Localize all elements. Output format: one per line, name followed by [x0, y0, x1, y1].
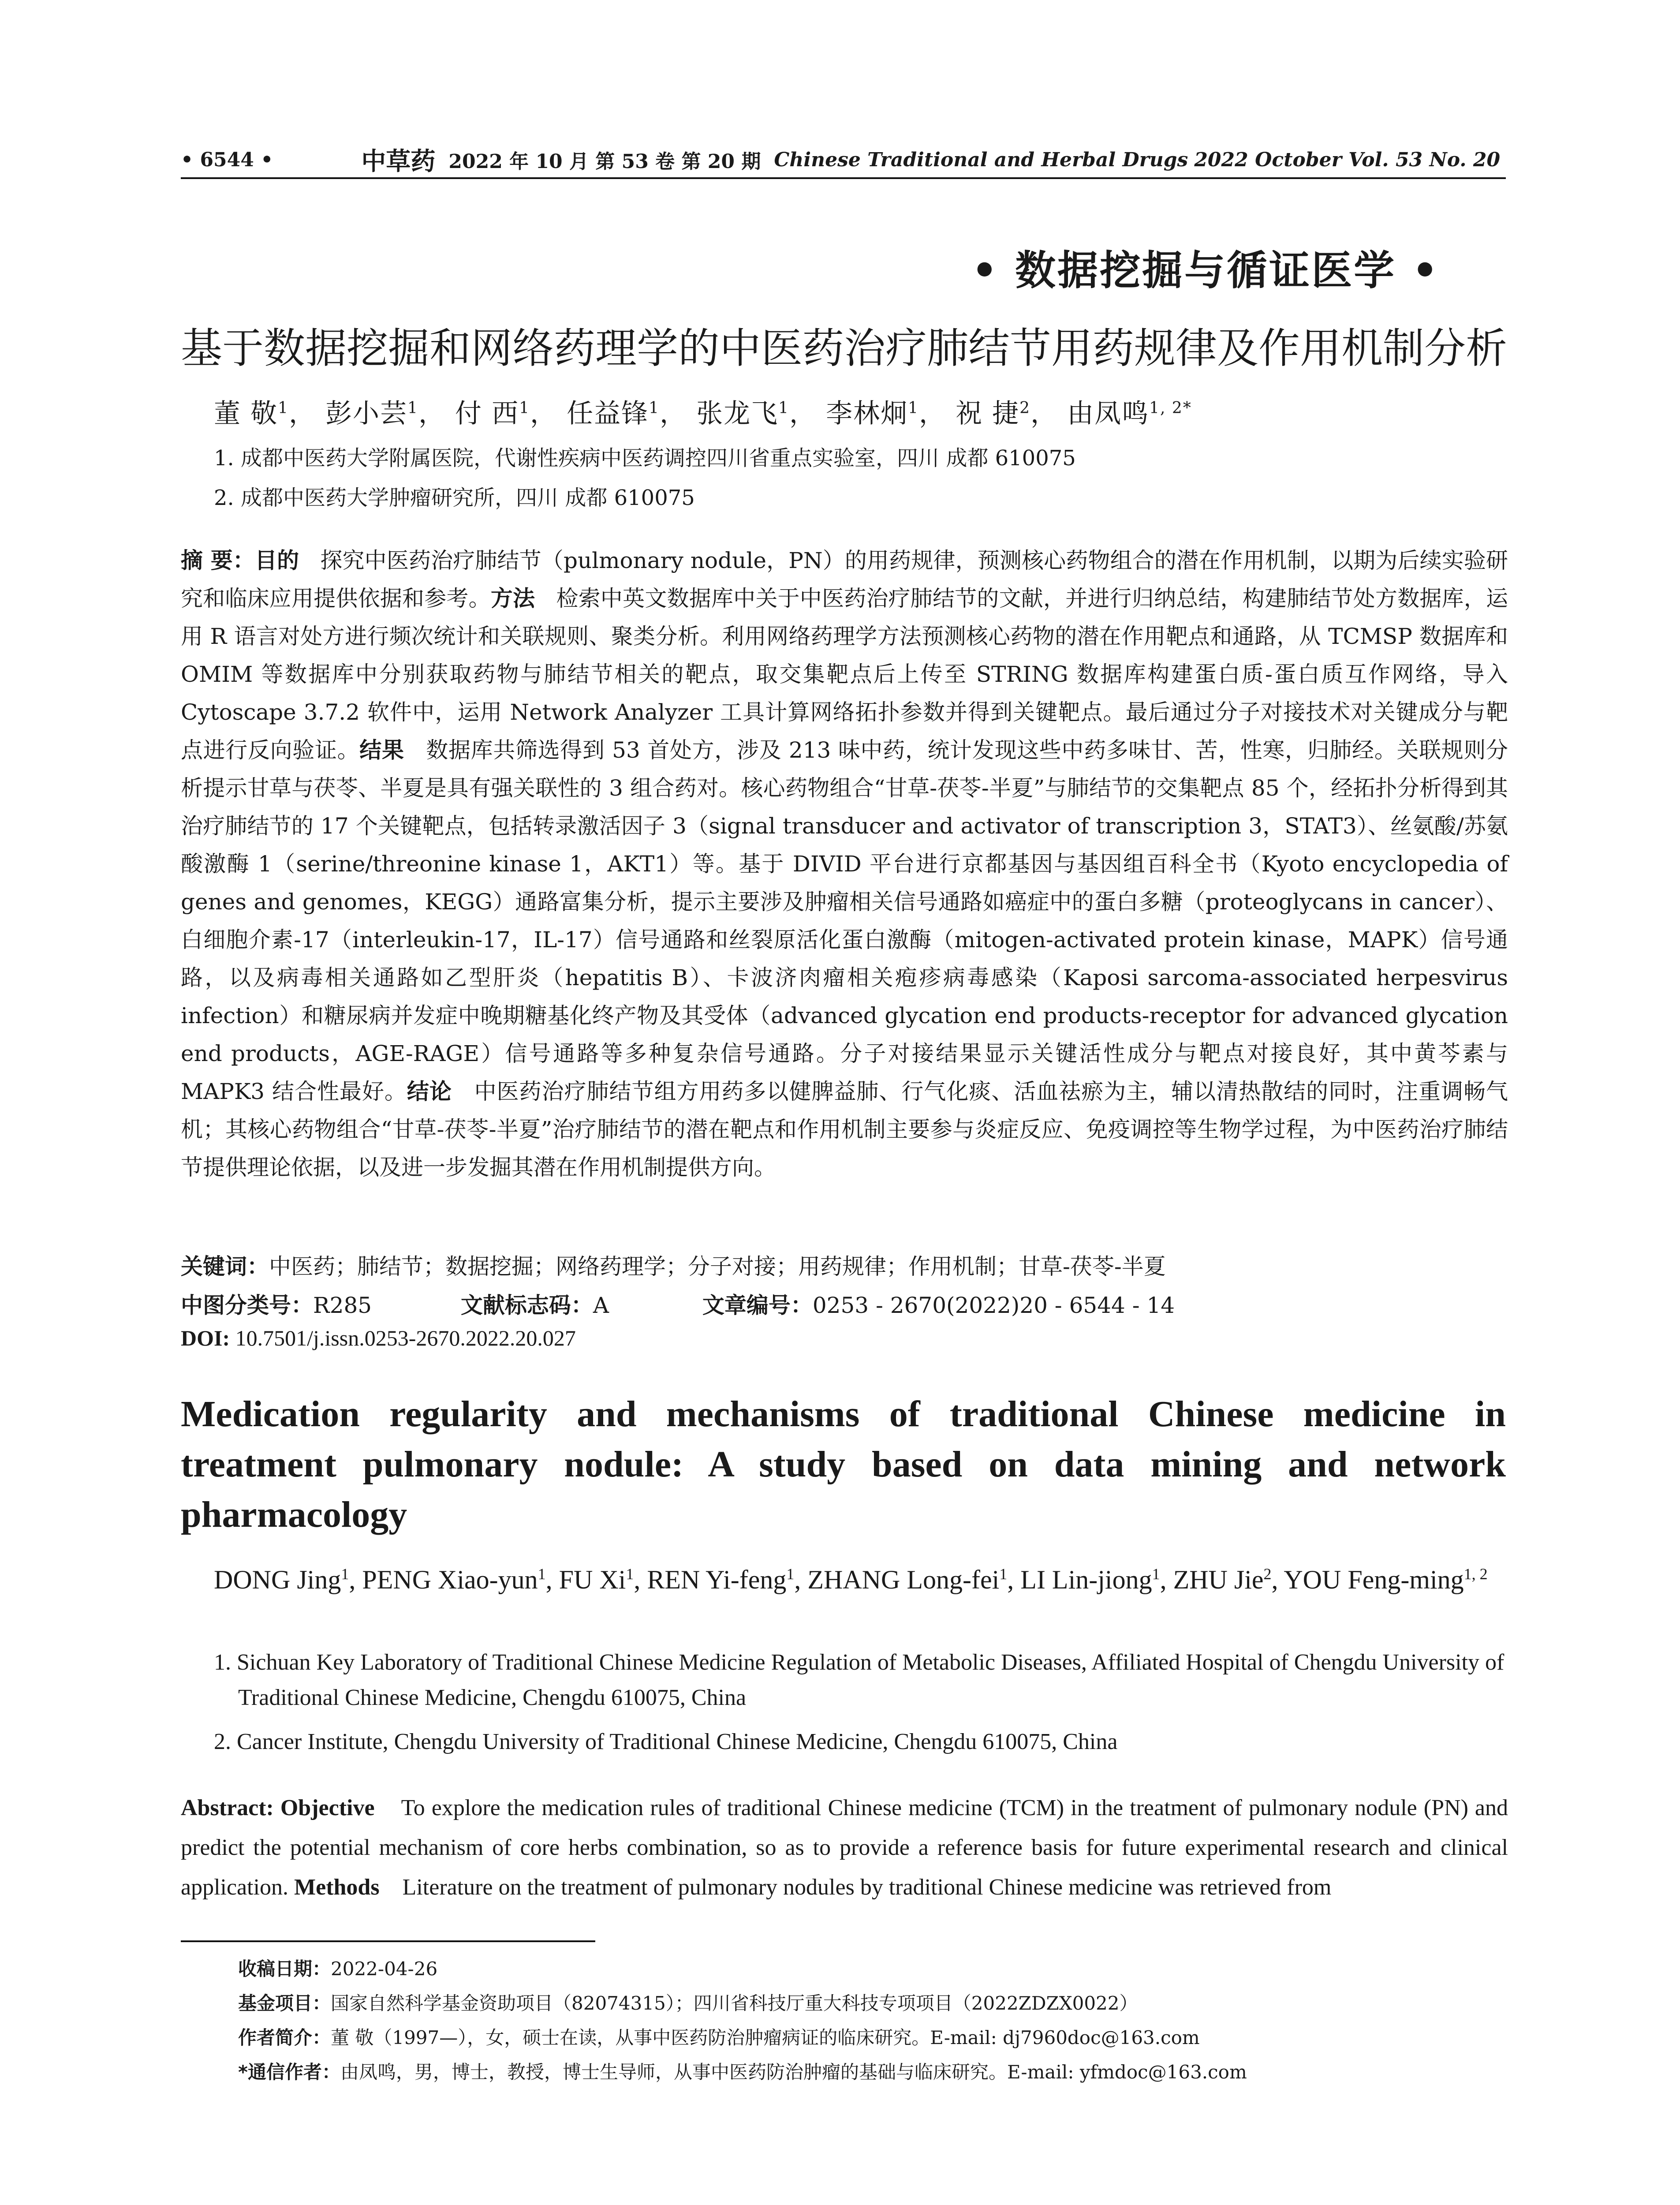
affiliation-cn-1: 1. 成都中医药大学附属医院，代谢性疾病中医药调控四川省重点实验室，四川 成都 610075	[214, 446, 1076, 471]
footnote-author: 作者简介：董 敬（1997—），女，硕士在读，从事中医药防治肿瘤病证的临床研究。E-mail: dj7960doc@163.com	[238, 2027, 1200, 2048]
affiliation-en-1: 1. Sichuan Key Laboratory of Traditional Chinese Medicine Regulation of Metabolic Diseases, Affiliated Hospital of Chengdu University of Traditional Chinese Medicine, Chengdu 610075, China	[214, 1650, 1505, 1710]
author-cn: 祝 捷$^2$，	[956, 398, 1058, 429]
doc-code-label: 文献标志码：	[460, 1293, 593, 1318]
authors-cn	[214, 392, 1192, 430]
objective-text: 探究中医药治疗肺结节（pulmonary nodule，PN）的用药规律，预测核心药物组合的潜在作用机制，以期为后续实验研究和临床应用提供依据和参考。	[181, 548, 1508, 611]
page-number: • 6544 •	[181, 148, 273, 171]
article-no-value: 0253 - 2670(2022)20 - 6544 - 14	[812, 1293, 1175, 1318]
author-en: PENG Xiao-yun$^1$,	[362, 1565, 559, 1594]
clc-value: R285	[313, 1293, 372, 1318]
author-cn: 彭小芸$^1$，	[325, 398, 446, 429]
doi-label: DOI:	[181, 1326, 230, 1350]
doi-value: 10.7501/j.issn.0253-2670.2022.20.027	[235, 1326, 576, 1350]
footnote-fund: 基金项目：国家自然科学基金资助项目（82074315）；四川省科技厅重大科技专项项目（2022ZDZX0022）	[238, 1992, 1138, 2014]
methods-text: 检索中英文数据库中关于中医药治疗肺结节的文献，并进行归纳总结，构建肺结节处方数据库，运用 R 语言对处方进行频次统计和关联规则、聚类分析。利用网络药理学方法预测核心药物的潜在作用靶点和通路，从 TCMSP 数据库和 OMIM 等数据库中分别获取药物与肺结节相关的靶点，取交集靶点后上传至 STRING 数据库构建蛋白质-蛋白质互作网络，导入 Cytoscape 3.7.2 软件中，运用 Network Analyzer 工具计算网络拓扑参数并得到关键靶点。最后通过分子对接技术对关键成分与靶点进行反向验证。	[181, 586, 1508, 763]
conclusion-text: 中医药治疗肺结节组方用药多以健脾益肺、行气化痰、活血祛瘀为主，辅以清热散结的同时，注重调畅气机；其核心药物组合“甘草-茯苓-半夏”治疗肺结节的潜在靶点和作用机制主要参与炎症反应、免疫调控等生物学过程，为中医药治疗肺结节提供理论依据，以及进一步发掘其潜在作用机制提供方向。	[181, 1079, 1508, 1180]
author-en: YOU Feng-ming$^{1, 2}$	[1284, 1565, 1488, 1594]
journal-name-cn: 中草药	[361, 147, 436, 176]
author-cn: 付 西$^1$，	[455, 398, 558, 429]
keywords	[181, 1249, 1166, 1281]
author-cn: 张龙飞$^1$，	[696, 398, 817, 429]
abstract-cn	[181, 542, 1508, 1186]
issue-cn: 2022 年 10 月 第 53 卷 第 20 期	[448, 150, 761, 173]
results-text: 数据库共筛选得到 53 首处方，涉及 213 味中药，统计发现这些中药多味甘、苦，性寒，归肺经。关联规则分析提示甘草与茯苓、半夏是具有强关联性的 3 组合药对。核心药物组合“甘草-茯苓-半夏”与肺结节的交集靶点 85 个，经拓扑分析得到其治疗肺结节的 17 个关键靶点，包括转录激活因子 3（signal transducer and activator of transcription 3，STAT3）、丝氨酸/苏氨酸激酶 1（serine/threonine kinase 1，AKT1）等。基于 DIVID 平台进行京都基因与基因组百科全书（Kyoto encyclopedia of genes and genomes，KEGG）通路富集分析，提示主要涉及肿瘤相关信号通路如癌症中的蛋白多糖（proteoglycans in cancer）、白细胞介素-17（interleukin-17，IL-17）信号通路和丝裂原活化蛋白激酶（mitogen-activated protein kinase，MAPK）信号通路，以及病毒相关通路如乙型肝炎（hepatitis B）、卡波济肉瘤相关疱疹病毒感染（Kaposi sarcoma-associated herpesvirus infection）和糖尿病并发症中晚期糖基化终产物及其受体（advanced glycation end products-receptor for advanced glycation end products，AGE-RAGE）信号通路等多种复杂信号通路。分子对接结果显示关键活性成分与靶点对接良好，其中黄芩素与 MAPK3 结合性最好。	[181, 737, 1508, 1104]
abstract-en	[181, 1788, 1508, 1907]
affiliation-en-2: 2. Cancer Institute, Chengdu University of Traditional Chinese Medicine, Chengdu 610075, China	[214, 1729, 1118, 1754]
methods-en-label: Methods	[294, 1875, 380, 1900]
author-en: LI Lin-jiong$^1$,	[1020, 1565, 1173, 1594]
doi	[181, 1325, 576, 1351]
authors-en	[214, 1561, 1508, 1598]
title-en: Medication regularity and mechanisms of traditional Chinese medicine in treatment pulmonary nodule: A study based on data mining and network pharmacology	[181, 1394, 1506, 1535]
footnote-rule	[181, 1940, 595, 1942]
conclusion-label: 结论	[407, 1079, 452, 1104]
author-cn: 董 敬$^1$，	[214, 398, 316, 429]
clc-label: 中图分类号：	[181, 1293, 313, 1318]
header-rule	[181, 177, 1506, 179]
results-label: 结果	[359, 737, 404, 763]
author-en: DONG Jing$^1$,	[214, 1565, 362, 1594]
journal-name-en: Chinese Traditional and Herbal Drugs	[774, 148, 1188, 171]
article-no-label: 文章编号：	[702, 1293, 813, 1318]
section-heading: • 数据挖掘与循证医学 •	[971, 247, 1440, 294]
footnote-corresponding: *通信作者：由凤鸣，男，博士，教授，博士生导师，从事中医药防治肿瘤的基础与临床研究。E-mail: yfmdoc@163.com	[238, 2061, 1247, 2083]
author-cn: 任益锋$^1$，	[567, 398, 687, 429]
objective-label: 目的	[254, 548, 299, 573]
author-en: ZHANG Long-fei$^1$,	[807, 1565, 1021, 1594]
author-en: ZHU Jie$^2$,	[1173, 1565, 1284, 1594]
methods-label: 方法	[490, 586, 535, 611]
abstract-label: 摘 要：	[181, 548, 255, 573]
doc-code-value: A	[593, 1293, 609, 1318]
running-header	[181, 142, 1504, 177]
objective-en-text: To explore the medication rules of traditional Chinese medicine (TCM) in the treatment of pulmonary nodule (PN) and predict the potential mechanism of core herbs combination, so as to provide a reference basis for future experimental research and clinical application.	[181, 1795, 1508, 1900]
author-en: REN Yi-feng$^1$,	[647, 1565, 808, 1594]
classification	[181, 1288, 1175, 1319]
methods-en-text: Literature on the treatment of pulmonary nodules by traditional Chinese medicine was retrieved from	[402, 1875, 1332, 1900]
title-cn: 基于数据挖掘和网络药理学的中医药治疗肺结节用药规律及作用机制分析	[181, 325, 1508, 373]
keywords-label: 关键词：	[181, 1254, 269, 1279]
affiliation-cn-2: 2. 成都中医药大学肿瘤研究所，四川 成都 610075	[214, 486, 695, 510]
author-en: FU Xi$^1$,	[559, 1565, 647, 1594]
footnote-received: 收稿日期：2022-04-26	[238, 1958, 438, 1980]
abstract-en-label: Abstract:	[181, 1795, 274, 1820]
objective-en-label: Objective	[280, 1795, 375, 1820]
author-cn: 李林炯$^1$，	[826, 398, 946, 429]
author-cn: 由凤鸣$^{1, 2*}$	[1067, 398, 1192, 429]
issue-en: 2022 October Vol. 53 No. 20	[1194, 148, 1501, 171]
keywords-text: 中医药；肺结节；数据挖掘；网络药理学；分子对接；用药规律；作用机制；甘草-茯苓-半夏	[269, 1254, 1166, 1279]
